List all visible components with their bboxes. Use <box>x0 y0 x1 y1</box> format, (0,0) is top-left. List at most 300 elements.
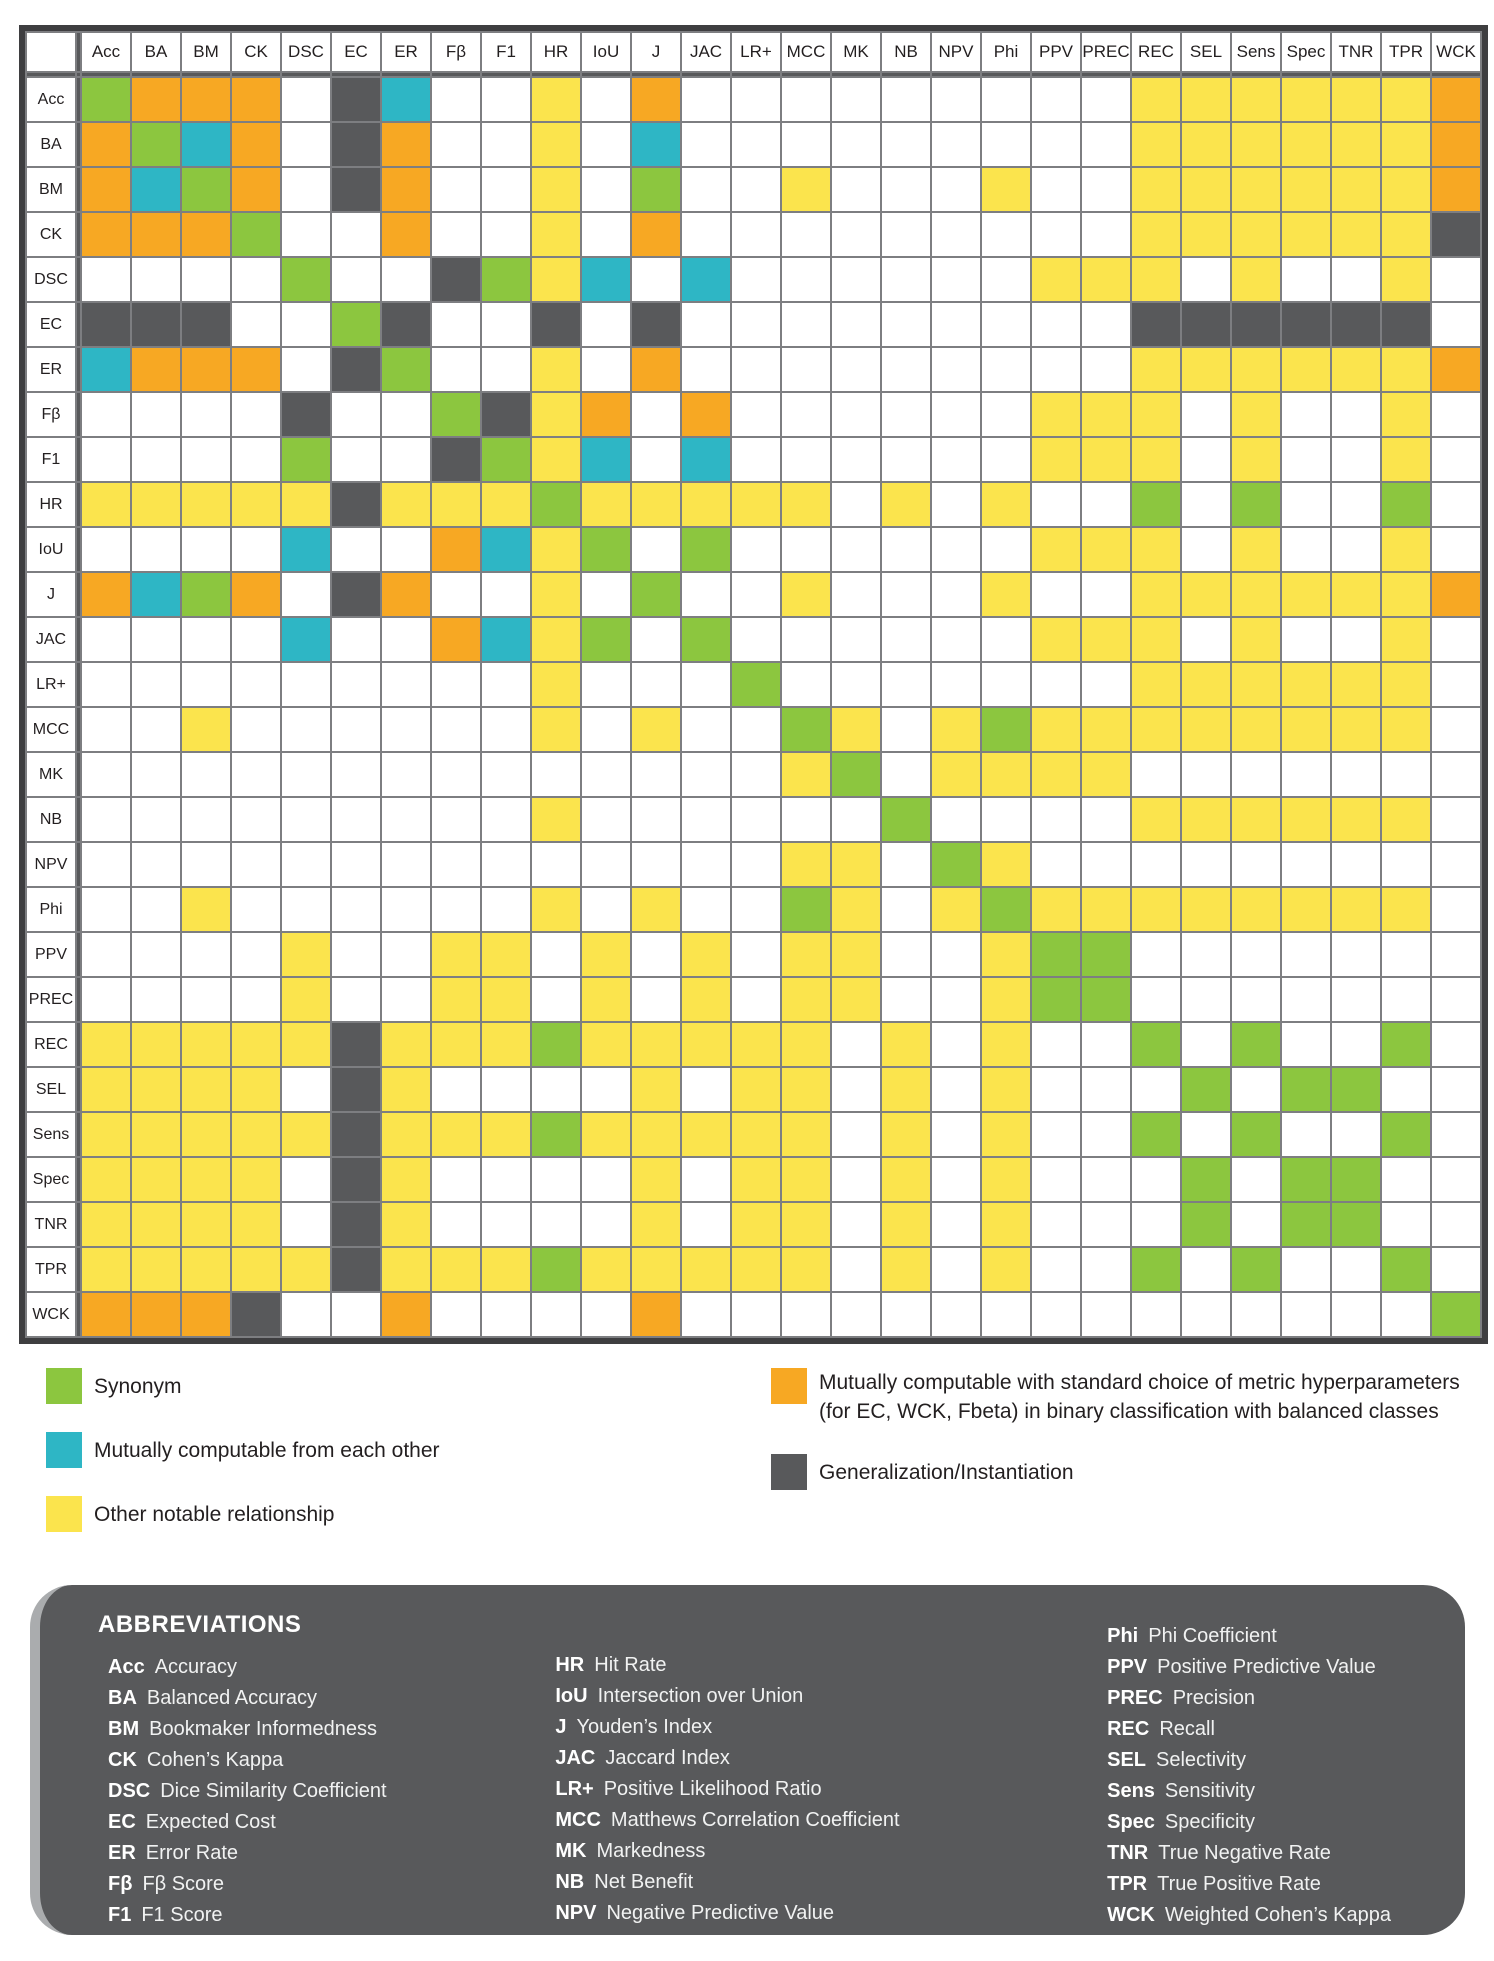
cell-IoU-LR+ <box>732 528 780 571</box>
cell-TPR-Sens <box>1232 1248 1280 1291</box>
cell-BA-REC <box>1132 123 1180 166</box>
cell-MK-Sens <box>1232 753 1280 796</box>
cell-PPV-MCC <box>782 933 830 976</box>
cell-CK-WCK <box>1432 213 1480 256</box>
cell-LR+-TNR <box>1332 663 1380 706</box>
legend-right-item-1 <box>771 1454 1471 1490</box>
cell-Fb-Sens <box>1232 393 1280 436</box>
cell-Fb-PREC <box>1082 393 1130 436</box>
row-separator <box>282 73 330 76</box>
cell-MK-MCC <box>782 753 830 796</box>
cell-BM-EC <box>332 168 380 211</box>
cell-Spec-DSC <box>282 1158 330 1201</box>
cell-CK-Spec <box>1282 213 1330 256</box>
cell-TNR-BA <box>132 1203 180 1246</box>
cell-NPV-EC <box>332 843 380 886</box>
row-separator <box>1232 73 1280 76</box>
cell-MCC-Phi <box>982 708 1030 751</box>
cell-JAC-SEL <box>1182 618 1230 661</box>
cell-SEL-PPV <box>1032 1068 1080 1111</box>
cell-PPV-Sens <box>1232 933 1280 976</box>
cell-CK-NPV <box>932 213 980 256</box>
cell-Phi-NPV <box>932 888 980 931</box>
cell-PREC-Fb <box>432 978 480 1021</box>
cell-REC-PPV <box>1032 1023 1080 1066</box>
cell-LR+-SEL <box>1182 663 1230 706</box>
cell-Sens-WCK <box>1432 1113 1480 1156</box>
cell-PREC-REC <box>1132 978 1180 1021</box>
cell-CK-F1 <box>482 213 530 256</box>
cell-JAC-MK <box>832 618 880 661</box>
abbrev-term: SEL <box>1107 1749 1147 1771</box>
label-separator <box>77 1293 80 1336</box>
cell-Spec-ER <box>382 1158 430 1201</box>
cell-Fb-CK <box>232 393 280 436</box>
cell-Acc-EC <box>332 78 380 121</box>
cell-JAC-HR <box>532 618 580 661</box>
abbrev-Phi <box>1107 1621 1465 1652</box>
cell-BM-Fb <box>432 168 480 211</box>
col-header-BM: BM <box>182 33 230 71</box>
cell-JAC-PREC <box>1082 618 1130 661</box>
cell-Acc-Fb <box>432 78 480 121</box>
label-separator <box>77 753 80 796</box>
cell-Fb-HR <box>532 393 580 436</box>
cell-LR+-NB <box>882 663 930 706</box>
cell-MK-TNR <box>1332 753 1380 796</box>
cell-Sens-BA <box>132 1113 180 1156</box>
cell-JAC-EC <box>332 618 380 661</box>
cell-PPV-REC <box>1132 933 1180 976</box>
cell-BA-F1 <box>482 123 530 166</box>
cell-Acc-TNR <box>1332 78 1380 121</box>
cell-NB-CK <box>232 798 280 841</box>
abbrev-term: WCK <box>1107 1904 1155 1926</box>
cell-Fb-F1 <box>482 393 530 436</box>
cell-Acc-Spec <box>1282 78 1330 121</box>
abbrev-definition: Positive Likelihood Ratio <box>603 1778 822 1800</box>
cell-BM-MCC <box>782 168 830 211</box>
cell-REC-Phi <box>982 1023 1030 1066</box>
cell-ER-TPR <box>1382 348 1430 391</box>
cell-DSC-MK <box>832 258 880 301</box>
row-separator <box>832 73 880 76</box>
cell-Acc-HR <box>532 78 580 121</box>
legend-swatch-D <box>771 1454 807 1490</box>
cell-Phi-Spec <box>1282 888 1330 931</box>
cell-PPV-NB <box>882 933 930 976</box>
cell-CK-CK <box>232 213 280 256</box>
cell-TPR-F1 <box>482 1248 530 1291</box>
cell-CK-DSC <box>282 213 330 256</box>
abbrev-definition: Selectivity <box>1156 1749 1247 1771</box>
cell-BA-JAC <box>682 123 730 166</box>
cell-HR-BM <box>182 483 230 526</box>
abbrev-definition: True Negative Rate <box>1158 1842 1331 1864</box>
cell-NB-EC <box>332 798 380 841</box>
cell-J-BA <box>132 573 180 616</box>
cell-TNR-REC <box>1132 1203 1180 1246</box>
cell-Sens-MK <box>832 1113 880 1156</box>
cell-NB-IoU <box>582 798 630 841</box>
cell-J-PPV <box>1032 573 1080 616</box>
cell-SEL-F1 <box>482 1068 530 1111</box>
cell-IoU-DSC <box>282 528 330 571</box>
cell-REC-TPR <box>1382 1023 1430 1066</box>
cell-BM-BA <box>132 168 180 211</box>
cell-NB-HR <box>532 798 580 841</box>
cell-ER-PPV <box>1032 348 1080 391</box>
col-header-LR+: LR+ <box>732 33 780 71</box>
abbrev-term: TPR <box>1107 1873 1148 1895</box>
cell-LR+-IoU <box>582 663 630 706</box>
cell-WCK-WCK <box>1432 1293 1480 1336</box>
cell-MK-MK <box>832 753 880 796</box>
cell-HR-Sens <box>1232 483 1280 526</box>
cell-Fb-Acc <box>82 393 130 436</box>
cell-BM-PPV <box>1032 168 1080 211</box>
cell-Fb-NPV <box>932 393 980 436</box>
abbrev-definition: Specificity <box>1164 1811 1255 1833</box>
cell-NPV-BM <box>182 843 230 886</box>
col-header-WCK: WCK <box>1432 33 1480 71</box>
cell-JAC-Phi <box>982 618 1030 661</box>
abbrev-definition: Expected Cost <box>145 1811 276 1833</box>
cell-EC-Acc <box>82 303 130 346</box>
cell-WCK-Acc <box>82 1293 130 1336</box>
cell-LR+-Acc <box>82 663 130 706</box>
cell-NPV-MCC <box>782 843 830 886</box>
col-header-TPR: TPR <box>1382 33 1430 71</box>
cell-CK-TPR <box>1382 213 1430 256</box>
cell-SEL-SEL <box>1182 1068 1230 1111</box>
cell-NB-J <box>632 798 680 841</box>
col-header-NPV: NPV <box>932 33 980 71</box>
cell-TPR-ER <box>382 1248 430 1291</box>
metric-relationship-matrix <box>19 25 1488 1344</box>
cell-LR+-DSC <box>282 663 330 706</box>
cell-REC-JAC <box>682 1023 730 1066</box>
cell-Spec-REC <box>1132 1158 1180 1201</box>
cell-BM-PREC <box>1082 168 1130 211</box>
row-header-Spec: Spec <box>27 1158 75 1201</box>
row-header-CK: CK <box>27 213 75 256</box>
cell-TNR-Acc <box>82 1203 130 1246</box>
cell-Phi-TNR <box>1332 888 1380 931</box>
col-header-Sens: Sens <box>1232 33 1280 71</box>
col-header-CK: CK <box>232 33 280 71</box>
abbrev-definition: Precision <box>1172 1687 1255 1709</box>
cell-BA-BM <box>182 123 230 166</box>
label-separator <box>77 798 80 841</box>
cell-WCK-LR+ <box>732 1293 780 1336</box>
cell-WCK-IoU <box>582 1293 630 1336</box>
cell-HR-MCC <box>782 483 830 526</box>
cell-EC-Sens <box>1232 303 1280 346</box>
cell-DSC-TPR <box>1382 258 1430 301</box>
cell-PPV-BM <box>182 933 230 976</box>
cell-LR+-NPV <box>932 663 980 706</box>
cell-Phi-MK <box>832 888 880 931</box>
cell-TNR-EC <box>332 1203 380 1246</box>
cell-NPV-NPV <box>932 843 980 886</box>
cell-F1-TPR <box>1382 438 1430 481</box>
cell-WCK-NPV <box>932 1293 980 1336</box>
legend-right-column <box>771 1368 1471 1518</box>
cell-MK-NPV <box>932 753 980 796</box>
cell-BM-REC <box>1132 168 1180 211</box>
cell-CK-J <box>632 213 680 256</box>
cell-BA-Acc <box>82 123 130 166</box>
cell-BM-NB <box>882 168 930 211</box>
cell-DSC-EC <box>332 258 380 301</box>
cell-BM-BM <box>182 168 230 211</box>
label-separator <box>77 573 80 616</box>
abbreviations-box <box>30 1585 1465 1935</box>
cell-NPV-LR+ <box>732 843 780 886</box>
cell-BA-TNR <box>1332 123 1380 166</box>
cell-F1-PPV <box>1032 438 1080 481</box>
cell-NPV-PPV <box>1032 843 1080 886</box>
cell-TPR-Fb <box>432 1248 480 1291</box>
label-separator <box>77 168 80 211</box>
cell-HR-NPV <box>932 483 980 526</box>
abbreviations-title: ABBREVIATIONS <box>98 1611 302 1638</box>
cell-PPV-Acc <box>82 933 130 976</box>
row-header-MCC: MCC <box>27 708 75 751</box>
cell-NPV-CK <box>232 843 280 886</box>
row-header-HR: HR <box>27 483 75 526</box>
cell-ER-Fb <box>432 348 480 391</box>
cell-Sens-CK <box>232 1113 280 1156</box>
cell-PREC-Acc <box>82 978 130 1021</box>
cell-DSC-Fb <box>432 258 480 301</box>
cell-Phi-NB <box>882 888 930 931</box>
cell-Sens-PREC <box>1082 1113 1130 1156</box>
cell-J-TPR <box>1382 573 1430 616</box>
cell-DSC-DSC <box>282 258 330 301</box>
cell-MCC-J <box>632 708 680 751</box>
cell-DSC-Sens <box>1232 258 1280 301</box>
cell-Acc-PREC <box>1082 78 1130 121</box>
cell-REC-MK <box>832 1023 880 1066</box>
cell-CK-LR+ <box>732 213 780 256</box>
cell-TPR-PREC <box>1082 1248 1130 1291</box>
label-separator <box>77 843 80 886</box>
row-separator <box>27 73 75 76</box>
cell-NB-Sens <box>1232 798 1280 841</box>
cell-DSC-Phi <box>982 258 1030 301</box>
cell-Acc-REC <box>1132 78 1180 121</box>
label-separator <box>77 348 80 391</box>
cell-MK-IoU <box>582 753 630 796</box>
cell-CK-ER <box>382 213 430 256</box>
cell-Sens-PPV <box>1032 1113 1080 1156</box>
cell-ER-Phi <box>982 348 1030 391</box>
abbrev-term: BM <box>108 1718 140 1740</box>
cell-TPR-J <box>632 1248 680 1291</box>
cell-ER-HR <box>532 348 580 391</box>
cell-DSC-TNR <box>1332 258 1380 301</box>
row-separator <box>782 73 830 76</box>
cell-Sens-MCC <box>782 1113 830 1156</box>
cell-SEL-NB <box>882 1068 930 1111</box>
col-header-Acc: Acc <box>82 33 130 71</box>
cell-MCC-Acc <box>82 708 130 751</box>
row-header-PPV: PPV <box>27 933 75 976</box>
abbrev-Spec <box>1107 1807 1465 1838</box>
cell-TNR-SEL <box>1182 1203 1230 1246</box>
cell-CK-PPV <box>1032 213 1080 256</box>
cell-JAC-TPR <box>1382 618 1430 661</box>
cell-NPV-Fb <box>432 843 480 886</box>
cell-SEL-J <box>632 1068 680 1111</box>
cell-Spec-TPR <box>1382 1158 1430 1201</box>
abbrev-CK <box>108 1745 555 1776</box>
cell-J-NB <box>882 573 930 616</box>
cell-PREC-WCK <box>1432 978 1480 1021</box>
cell-WCK-PPV <box>1032 1293 1080 1336</box>
cell-MCC-PPV <box>1032 708 1080 751</box>
cell-MCC-DSC <box>282 708 330 751</box>
cell-CK-HR <box>532 213 580 256</box>
abbrev-HR <box>555 1650 1107 1681</box>
cell-PPV-Spec <box>1282 933 1330 976</box>
cell-REC-WCK <box>1432 1023 1480 1066</box>
abbrev-definition: Sensitivity <box>1164 1780 1255 1802</box>
col-header-Spec: Spec <box>1282 33 1330 71</box>
cell-BA-TPR <box>1382 123 1430 166</box>
cell-LR+-BM <box>182 663 230 706</box>
cell-Fb-Spec <box>1282 393 1330 436</box>
abbrev-term: MCC <box>555 1809 601 1831</box>
cell-WCK-TNR <box>1332 1293 1380 1336</box>
cell-EC-Fb <box>432 303 480 346</box>
abbrev-PPV <box>1107 1652 1465 1683</box>
cell-LR+-Phi <box>982 663 1030 706</box>
cell-Acc-WCK <box>1432 78 1480 121</box>
cell-JAC-IoU <box>582 618 630 661</box>
cell-MK-Fb <box>432 753 480 796</box>
cell-MCC-Fb <box>432 708 480 751</box>
cell-DSC-REC <box>1132 258 1180 301</box>
cell-DSC-NPV <box>932 258 980 301</box>
cell-Fb-MK <box>832 393 880 436</box>
cell-HR-Phi <box>982 483 1030 526</box>
cell-MK-BM <box>182 753 230 796</box>
cell-PREC-MK <box>832 978 880 1021</box>
cell-BA-SEL <box>1182 123 1230 166</box>
cell-PREC-LR+ <box>732 978 780 1021</box>
cell-HR-DSC <box>282 483 330 526</box>
legend-left-item-2 <box>46 1496 686 1532</box>
label-separator <box>77 1068 80 1111</box>
cell-NPV-REC <box>1132 843 1180 886</box>
row-header-Fb: Fβ <box>27 393 75 436</box>
cell-Acc-CK <box>232 78 280 121</box>
cell-Sens-IoU <box>582 1113 630 1156</box>
cell-BM-LR+ <box>732 168 780 211</box>
cell-MCC-NPV <box>932 708 980 751</box>
cell-IoU-Sens <box>1232 528 1280 571</box>
cell-NB-BM <box>182 798 230 841</box>
cell-ER-SEL <box>1182 348 1230 391</box>
cell-TNR-CK <box>232 1203 280 1246</box>
cell-EC-J <box>632 303 680 346</box>
cell-TPR-PPV <box>1032 1248 1080 1291</box>
row-header-Sens: Sens <box>27 1113 75 1156</box>
cell-Spec-IoU <box>582 1158 630 1201</box>
cell-EC-TPR <box>1382 303 1430 346</box>
cell-MCC-F1 <box>482 708 530 751</box>
cell-JAC-F1 <box>482 618 530 661</box>
col-header-MCC: MCC <box>782 33 830 71</box>
cell-Fb-MCC <box>782 393 830 436</box>
cell-NB-TNR <box>1332 798 1380 841</box>
cell-REC-Fb <box>432 1023 480 1066</box>
cell-EC-BA <box>132 303 180 346</box>
cell-EC-WCK <box>1432 303 1480 346</box>
cell-IoU-IoU <box>582 528 630 571</box>
row-header-Acc: Acc <box>27 78 75 121</box>
cell-MCC-LR+ <box>732 708 780 751</box>
cell-PREC-CK <box>232 978 280 1021</box>
abbrev-term: EC <box>108 1811 136 1833</box>
abbrev-definition: Jaccard Index <box>605 1747 730 1769</box>
cell-EC-Phi <box>982 303 1030 346</box>
cell-REC-IoU <box>582 1023 630 1066</box>
cell-ER-Sens <box>1232 348 1280 391</box>
cell-Sens-TNR <box>1332 1113 1380 1156</box>
abbrev-definition: Balanced Accuracy <box>146 1687 317 1709</box>
label-separator <box>77 618 80 661</box>
legend-swatch-G <box>46 1368 82 1404</box>
cell-Phi-IoU <box>582 888 630 931</box>
abbrev-term: ER <box>108 1842 136 1864</box>
cell-HR-HR <box>532 483 580 526</box>
cell-TPR-REC <box>1132 1248 1180 1291</box>
cell-JAC-REC <box>1132 618 1180 661</box>
cell-PREC-MCC <box>782 978 830 1021</box>
header-separator <box>77 33 80 71</box>
cell-EC-MK <box>832 303 880 346</box>
abbrev-BM <box>108 1714 555 1745</box>
cell-ER-J <box>632 348 680 391</box>
cell-Fb-LR+ <box>732 393 780 436</box>
col-header-DSC: DSC <box>282 33 330 71</box>
cell-PREC-Spec <box>1282 978 1330 1021</box>
cell-PPV-F1 <box>482 933 530 976</box>
cell-LR+-ER <box>382 663 430 706</box>
label-separator <box>77 1248 80 1291</box>
cell-TNR-Sens <box>1232 1203 1280 1246</box>
cell-Sens-TPR <box>1382 1113 1430 1156</box>
cell-Phi-Fb <box>432 888 480 931</box>
cell-PREC-IoU <box>582 978 630 1021</box>
cell-F1-Sens <box>1232 438 1280 481</box>
cell-Acc-PPV <box>1032 78 1080 121</box>
cell-BA-MK <box>832 123 880 166</box>
cell-Fb-DSC <box>282 393 330 436</box>
cell-MCC-Spec <box>1282 708 1330 751</box>
cell-HR-Fb <box>432 483 480 526</box>
cell-BM-Sens <box>1232 168 1280 211</box>
cell-DSC-F1 <box>482 258 530 301</box>
cell-JAC-Acc <box>82 618 130 661</box>
cell-MCC-BM <box>182 708 230 751</box>
cell-BA-PREC <box>1082 123 1130 166</box>
cell-J-Fb <box>432 573 480 616</box>
